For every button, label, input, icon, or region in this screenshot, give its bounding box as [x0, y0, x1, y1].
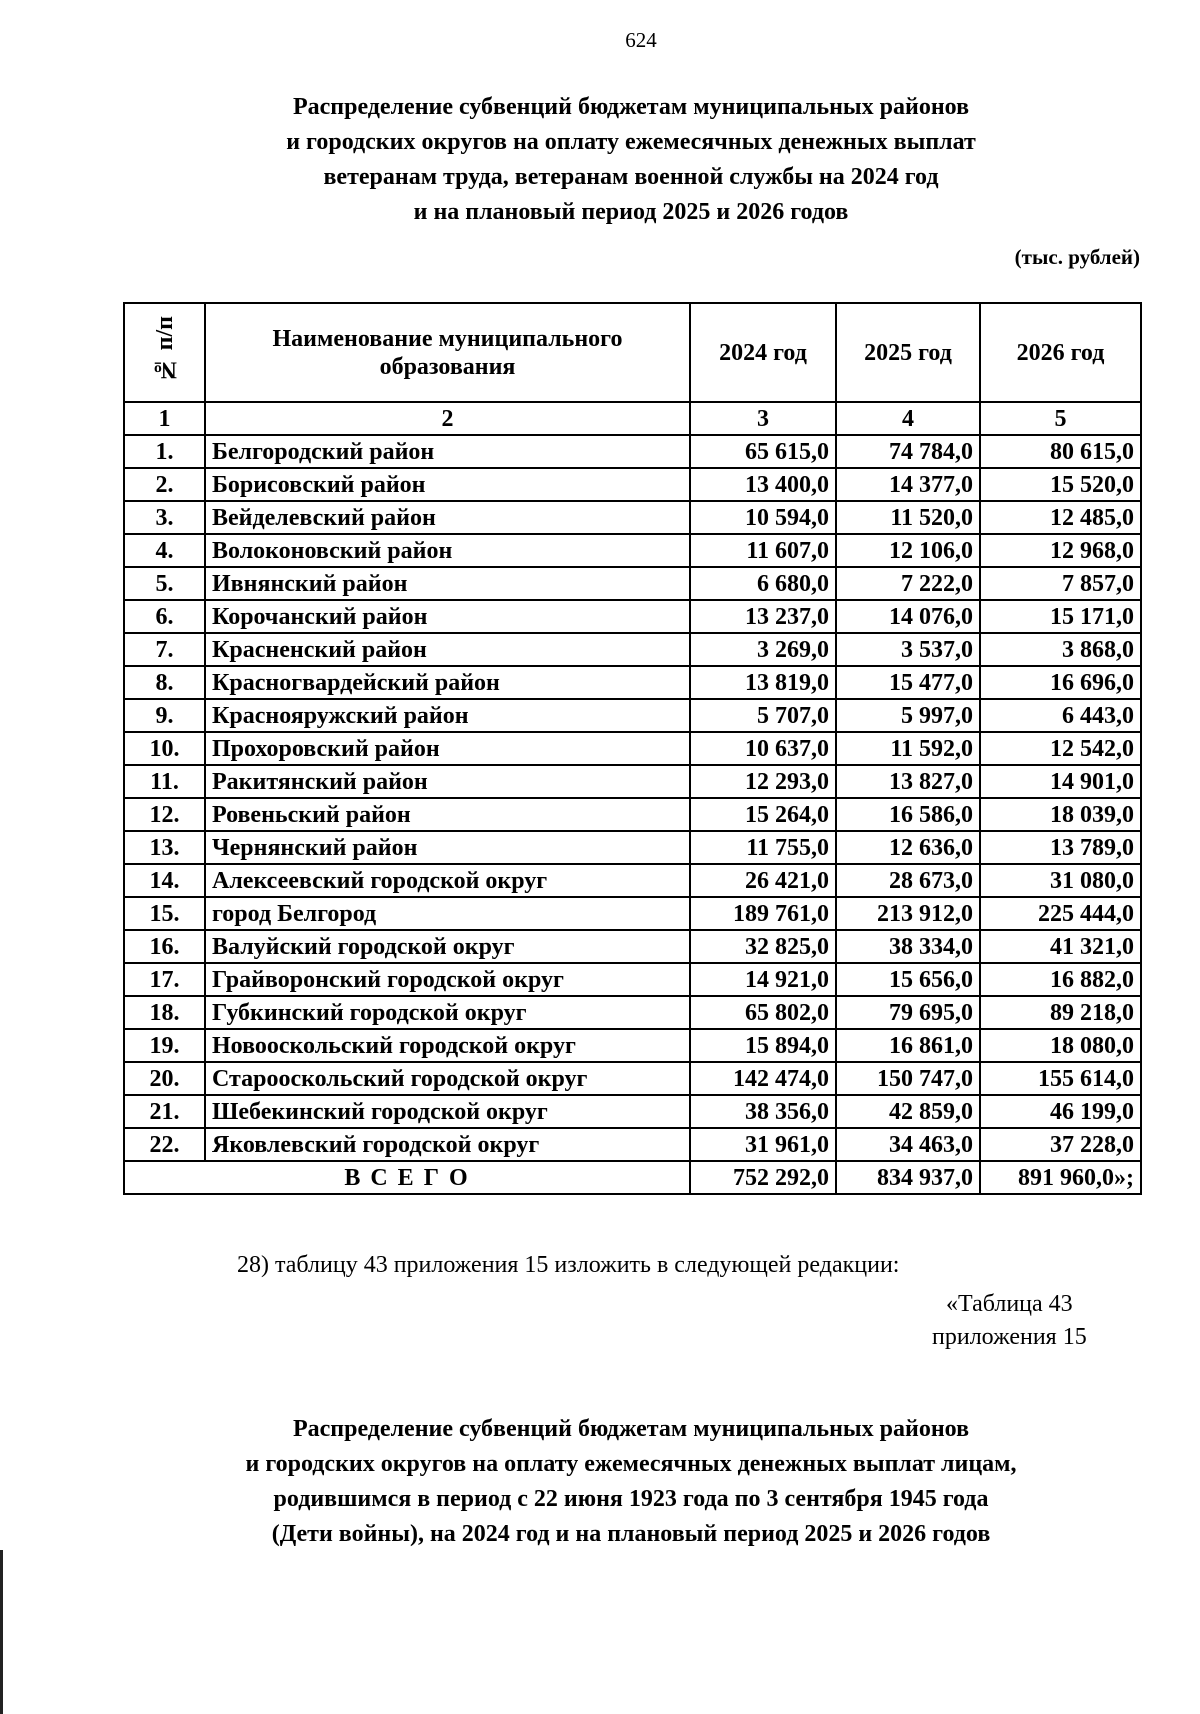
column-number-row — [124, 402, 1141, 435]
table-row — [124, 831, 1141, 864]
municipality-name: Ракитянский район — [205, 765, 690, 798]
title-line: Распределение субвенций бюджетам муниципальных районов — [292, 1416, 970, 1442]
row-number: 13. — [124, 831, 205, 864]
subvention-table — [123, 302, 1142, 1195]
scan-edge-line — [0, 1550, 3, 1714]
col-num: 2 — [205, 402, 690, 435]
table-row — [124, 699, 1141, 732]
value-2026: 37 228,0 — [980, 1128, 1141, 1161]
value-2026: 16 882,0 — [980, 963, 1141, 996]
value-2025: 14 377,0 — [836, 468, 980, 501]
total-2026: 891 960,0»; — [980, 1161, 1141, 1194]
value-2026: 12 968,0 — [980, 534, 1141, 567]
total-row — [124, 1161, 1141, 1194]
row-number: 8. — [124, 666, 205, 699]
page-number: 624 — [625, 28, 657, 52]
value-2024: 11 607,0 — [690, 534, 836, 567]
value-2026: 13 789,0 — [980, 831, 1141, 864]
title-line: и на плановый период 2025 и 2026 годов — [413, 199, 849, 225]
value-2025: 15 656,0 — [836, 963, 980, 996]
value-2025: 13 827,0 — [836, 765, 980, 798]
col-num: 3 — [690, 402, 836, 435]
value-2026: 89 218,0 — [980, 996, 1141, 1029]
title-line: Распределение субвенций бюджетам муниципальных районов — [292, 94, 970, 120]
row-number: 19. — [124, 1029, 205, 1062]
table-row — [124, 864, 1141, 897]
table-row — [124, 534, 1141, 567]
municipality-name: Корочанский район — [205, 600, 690, 633]
col-num: 5 — [980, 402, 1141, 435]
table-row — [124, 765, 1141, 798]
value-2024: 6 680,0 — [690, 567, 836, 600]
value-2024: 14 921,0 — [690, 963, 836, 996]
row-number: 1. — [124, 435, 205, 468]
table-reference — [932, 1288, 1087, 1354]
value-2025: 11 592,0 — [836, 732, 980, 765]
table-row — [124, 666, 1141, 699]
table-ref-line: приложения 15 — [932, 1324, 1087, 1350]
municipality-name: город Белгород — [205, 897, 690, 930]
header-number — [124, 303, 205, 402]
col-num: 4 — [836, 402, 980, 435]
row-number: 14. — [124, 864, 205, 897]
municipality-name: Вейделевский район — [205, 501, 690, 534]
municipality-name: Яковлевский городской округ — [205, 1128, 690, 1161]
value-2025: 79 695,0 — [836, 996, 980, 1029]
value-2026: 15 171,0 — [980, 600, 1141, 633]
value-2026: 16 696,0 — [980, 666, 1141, 699]
row-number: 18. — [124, 996, 205, 1029]
value-2024: 189 761,0 — [690, 897, 836, 930]
municipality-name: Красненский район — [205, 633, 690, 666]
value-2026: 46 199,0 — [980, 1095, 1141, 1128]
value-2024: 13 400,0 — [690, 468, 836, 501]
table-row — [124, 633, 1141, 666]
row-number: 17. — [124, 963, 205, 996]
value-2025: 5 997,0 — [836, 699, 980, 732]
value-2025: 16 586,0 — [836, 798, 980, 831]
total-2024: 752 292,0 — [690, 1161, 836, 1194]
table-row — [124, 435, 1141, 468]
table-row — [124, 798, 1141, 831]
value-2024: 10 637,0 — [690, 732, 836, 765]
value-2024: 15 264,0 — [690, 798, 836, 831]
header-2025: 2025 год — [836, 303, 980, 402]
municipality-name: Губкинский городской округ — [205, 996, 690, 1029]
value-2026: 6 443,0 — [980, 699, 1141, 732]
header-2024: 2024 год — [690, 303, 836, 402]
value-2024: 3 269,0 — [690, 633, 836, 666]
value-2024: 32 825,0 — [690, 930, 836, 963]
table-row — [124, 1029, 1141, 1062]
row-number: 21. — [124, 1095, 205, 1128]
value-2025: 14 076,0 — [836, 600, 980, 633]
value-2025: 28 673,0 — [836, 864, 980, 897]
value-2026: 31 080,0 — [980, 864, 1141, 897]
value-2026: 18 039,0 — [980, 798, 1141, 831]
value-2025: 38 334,0 — [836, 930, 980, 963]
table-row — [124, 1095, 1141, 1128]
table-row — [124, 501, 1141, 534]
value-2024: 142 474,0 — [690, 1062, 836, 1095]
value-2026: 7 857,0 — [980, 567, 1141, 600]
table-row — [124, 930, 1141, 963]
value-2025: 213 912,0 — [836, 897, 980, 930]
row-number: 22. — [124, 1128, 205, 1161]
municipality-name: Грайворонский городской округ — [205, 963, 690, 996]
value-2024: 13 819,0 — [690, 666, 836, 699]
table-ref-line: «Таблица 43 — [946, 1291, 1073, 1317]
row-number: 5. — [124, 567, 205, 600]
value-2024: 10 594,0 — [690, 501, 836, 534]
second-table-title — [123, 1412, 1139, 1552]
municipality-name: Волоконовский район — [205, 534, 690, 567]
row-number: 3. — [124, 501, 205, 534]
row-number: 7. — [124, 633, 205, 666]
title-line: и городских округов на оплату ежемесячных денежных выплат лицам, — [245, 1451, 1017, 1477]
value-2024: 12 293,0 — [690, 765, 836, 798]
title-line: ветеранам труда, ветеранам военной службы на 2024 год — [323, 164, 939, 190]
value-2025: 3 537,0 — [836, 633, 980, 666]
table-row — [124, 600, 1141, 633]
row-number: 12. — [124, 798, 205, 831]
row-number: 9. — [124, 699, 205, 732]
value-2026: 3 868,0 — [980, 633, 1141, 666]
value-2026: 225 444,0 — [980, 897, 1141, 930]
municipality-name: Чернянский район — [205, 831, 690, 864]
value-2024: 65 615,0 — [690, 435, 836, 468]
table-title — [123, 90, 1139, 230]
header-row — [124, 303, 1141, 402]
municipality-name: Старооскольский городской округ — [205, 1062, 690, 1095]
municipality-name: Борисовский район — [205, 468, 690, 501]
row-number: 15. — [124, 897, 205, 930]
value-2025: 150 747,0 — [836, 1062, 980, 1095]
value-2026: 41 321,0 — [980, 930, 1141, 963]
title-line: родившимся в период с 22 июня 1923 года по 3 сентября 1945 года — [273, 1486, 989, 1512]
table-row — [124, 996, 1141, 1029]
municipality-name: Алексеевский городской округ — [205, 864, 690, 897]
header-name: Наименование муниципального образования — [205, 303, 690, 402]
row-number: 6. — [124, 600, 205, 633]
value-2025: 12 106,0 — [836, 534, 980, 567]
table-row — [124, 732, 1141, 765]
value-2026: 15 520,0 — [980, 468, 1141, 501]
municipality-name: Красногвардейский район — [205, 666, 690, 699]
table-row — [124, 1062, 1141, 1095]
municipality-name: Новооскольский городской округ — [205, 1029, 690, 1062]
value-2025: 11 520,0 — [836, 501, 980, 534]
total-2025: 834 937,0 — [836, 1161, 980, 1194]
value-2025: 16 861,0 — [836, 1029, 980, 1062]
row-number: 4. — [124, 534, 205, 567]
table-row — [124, 567, 1141, 600]
value-2025: 7 222,0 — [836, 567, 980, 600]
value-2024: 11 755,0 — [690, 831, 836, 864]
value-2025: 74 784,0 — [836, 435, 980, 468]
title-line: (Дети войны), на 2024 год и на плановый период 2025 и 2026 годов — [271, 1521, 991, 1547]
amendment-paragraph: 28) таблицу 43 приложения 15 изложить в следующей редакции: — [237, 1252, 900, 1278]
municipality-name: Шебекинский городской округ — [205, 1095, 690, 1128]
value-2024: 38 356,0 — [690, 1095, 836, 1128]
value-2025: 12 636,0 — [836, 831, 980, 864]
municipality-name: Ивнянский район — [205, 567, 690, 600]
value-2026: 80 615,0 — [980, 435, 1141, 468]
row-number: 10. — [124, 732, 205, 765]
value-2024: 13 237,0 — [690, 600, 836, 633]
value-2024: 31 961,0 — [690, 1128, 836, 1161]
col-num: 1 — [124, 402, 205, 435]
row-number: 16. — [124, 930, 205, 963]
value-2024: 65 802,0 — [690, 996, 836, 1029]
value-2026: 12 542,0 — [980, 732, 1141, 765]
value-2026: 14 901,0 — [980, 765, 1141, 798]
units-label: (тыс. рублей) — [1014, 245, 1140, 269]
header-2026: 2026 год — [980, 303, 1141, 402]
municipality-name: Валуйский городской округ — [205, 930, 690, 963]
table-row — [124, 1128, 1141, 1161]
value-2024: 26 421,0 — [690, 864, 836, 897]
value-2024: 15 894,0 — [690, 1029, 836, 1062]
value-2025: 34 463,0 — [836, 1128, 980, 1161]
row-number: 2. — [124, 468, 205, 501]
municipality-name: Белгородский район — [205, 435, 690, 468]
row-number: 20. — [124, 1062, 205, 1095]
title-line: и городских округов на оплату ежемесячных денежных выплат — [286, 129, 976, 155]
municipality-name: Краснояружский район — [205, 699, 690, 732]
table-row — [124, 963, 1141, 996]
total-label: В С Е Г О — [124, 1161, 690, 1194]
value-2025: 15 477,0 — [836, 666, 980, 699]
municipality-name: Ровеньский район — [205, 798, 690, 831]
header-number-text: № п/п — [151, 315, 178, 383]
value-2025: 42 859,0 — [836, 1095, 980, 1128]
value-2026: 155 614,0 — [980, 1062, 1141, 1095]
municipality-name: Прохоровский район — [205, 732, 690, 765]
table-row — [124, 897, 1141, 930]
table-row — [124, 468, 1141, 501]
row-number: 11. — [124, 765, 205, 798]
value-2024: 5 707,0 — [690, 699, 836, 732]
value-2026: 12 485,0 — [980, 501, 1141, 534]
value-2026: 18 080,0 — [980, 1029, 1141, 1062]
